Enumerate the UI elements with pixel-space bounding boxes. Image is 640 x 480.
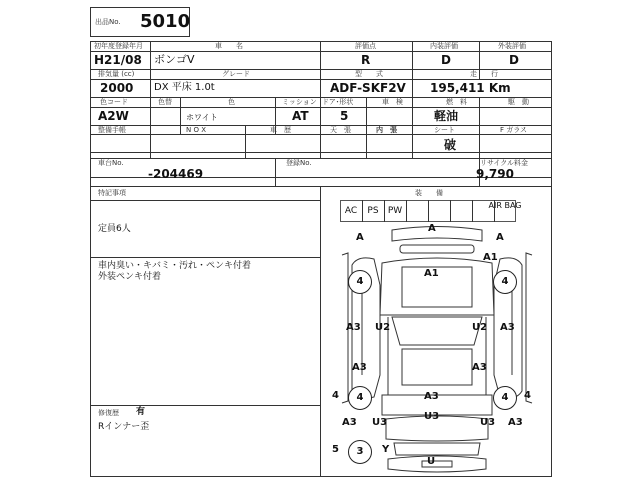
repair-value: 有 xyxy=(136,407,146,417)
interior-label: 内装評価 xyxy=(430,42,458,50)
mark-a1-right: A1 xyxy=(483,252,498,263)
chassis-label: 車台No. xyxy=(98,159,124,167)
auction-sheet xyxy=(90,7,552,477)
mark-u3-bottom-left: U3 xyxy=(372,417,388,428)
equip-label: 装 備 xyxy=(415,189,443,197)
wheel-rear-right: 4 xyxy=(493,386,517,410)
equip-ac: AC xyxy=(344,206,358,216)
rating-label: 評価点 xyxy=(355,42,376,50)
mark-u2-right: U2 xyxy=(472,322,488,333)
model-label: 型 式 xyxy=(355,70,383,78)
mark-a3-left: A3 xyxy=(346,322,361,333)
name-label: 車 名 xyxy=(215,42,243,50)
repair-note: Rインナー歪 xyxy=(98,422,150,432)
equip-ps: PS xyxy=(367,206,379,216)
body-label: 車 検 xyxy=(382,98,403,106)
wheel-spare: 3 xyxy=(348,440,372,464)
mark-y: Y xyxy=(382,444,390,455)
mark-a-top: A xyxy=(428,223,436,234)
fuel-value: 軽油 xyxy=(434,109,459,123)
mark-4-rear-right-out: 4 xyxy=(524,390,531,401)
mark-a-left: A xyxy=(356,232,364,243)
mark-a3-bottom-center: A3 xyxy=(424,391,439,402)
color-code-label: 色コード xyxy=(100,98,128,106)
reg-label: 登録No. xyxy=(286,159,312,167)
equip-pw: PW xyxy=(387,206,403,216)
mark-a3-bottom-left: A3 xyxy=(342,417,357,428)
equip-airbag: AIR BAG xyxy=(488,201,522,210)
doors-value: 5 xyxy=(340,109,349,123)
displacement-label: 排気量 (cc) xyxy=(98,70,135,78)
mark-a1-hood: A1 xyxy=(424,268,439,279)
color-value: ホワイト xyxy=(186,113,218,122)
mark-u3-bottom-right: U3 xyxy=(480,417,496,428)
mark-u-bottom: U xyxy=(427,456,436,467)
exterior-label: 外装評価 xyxy=(498,42,526,50)
drive-label: 駆 動 xyxy=(508,98,529,106)
fuel-label: 燃 料 xyxy=(446,98,467,106)
mark-4-rear-left-out: 4 xyxy=(332,390,339,401)
note-seats: 定員6人 xyxy=(98,224,131,234)
doors-label: ドア･形状 xyxy=(322,98,354,106)
sunroof-label: 天 張 xyxy=(330,126,351,134)
mark-a-right: A xyxy=(496,232,504,243)
exterior-value: D xyxy=(509,53,519,67)
note-interior: 車内臭い・キバミ・汚れ・ペンキ付着 xyxy=(98,261,252,271)
note-exterior: 外装ペンキ付着 xyxy=(98,272,162,282)
manual-label: 整備手帳 xyxy=(98,126,126,134)
car-diagram xyxy=(322,225,552,477)
interior-value: D xyxy=(441,53,451,67)
notes-label: 特記事項 xyxy=(98,189,126,197)
year-label: 初年度登録年月 xyxy=(94,42,143,50)
wheel-rear-left: 4 xyxy=(348,386,372,410)
recycle-label: リサイクル料金 xyxy=(480,159,529,167)
color-label: 色 xyxy=(228,98,235,106)
wheel-front-right: 4 xyxy=(493,270,517,294)
grade-value: DX 平床 1.0t xyxy=(154,82,215,93)
glass-label: F ガラス xyxy=(500,126,528,134)
name-value: ボンゴV xyxy=(154,53,195,66)
history-label: 車 歴 xyxy=(270,126,291,134)
lot-number: 5010 xyxy=(140,11,191,32)
mark-a3-right: A3 xyxy=(500,322,515,333)
mileage-value: 195,411 Km xyxy=(430,81,511,95)
model-value: ADF-SKF2V xyxy=(330,81,406,95)
mark-u2-left: U2 xyxy=(375,322,391,333)
repair-label: 修復歴 xyxy=(98,409,119,417)
nox-label: N O X xyxy=(186,126,206,134)
seat-label: シート xyxy=(434,126,455,134)
year-value: H21/08 xyxy=(94,53,142,67)
interior-color-label: 色替 xyxy=(158,98,172,106)
seat-value: 破 xyxy=(444,138,457,152)
interior-tear-label: 内 張 xyxy=(376,126,397,134)
mark-5: 5 xyxy=(332,444,339,455)
displacement-value: 2000 xyxy=(100,81,134,95)
mark-a3-left-mid: A3 xyxy=(352,362,367,373)
transmission-label: ミッション xyxy=(282,98,317,106)
mileage-label: 走 行 xyxy=(470,70,498,78)
transmission-value: AT xyxy=(292,109,309,123)
rating-value: R xyxy=(361,53,371,67)
lot-label: 出品No. xyxy=(95,18,121,26)
mark-a3-right-mid: A3 xyxy=(472,362,487,373)
mark-u3-center: U3 xyxy=(424,411,440,422)
recycle-value: 9,790 xyxy=(476,167,514,181)
wheel-front-left: 4 xyxy=(348,270,372,294)
grade-label: グレード xyxy=(222,70,250,78)
mark-a3-bottom-right: A3 xyxy=(508,417,523,428)
chassis-value: -204469 xyxy=(148,167,204,181)
color-code-value: A2W xyxy=(98,109,129,123)
